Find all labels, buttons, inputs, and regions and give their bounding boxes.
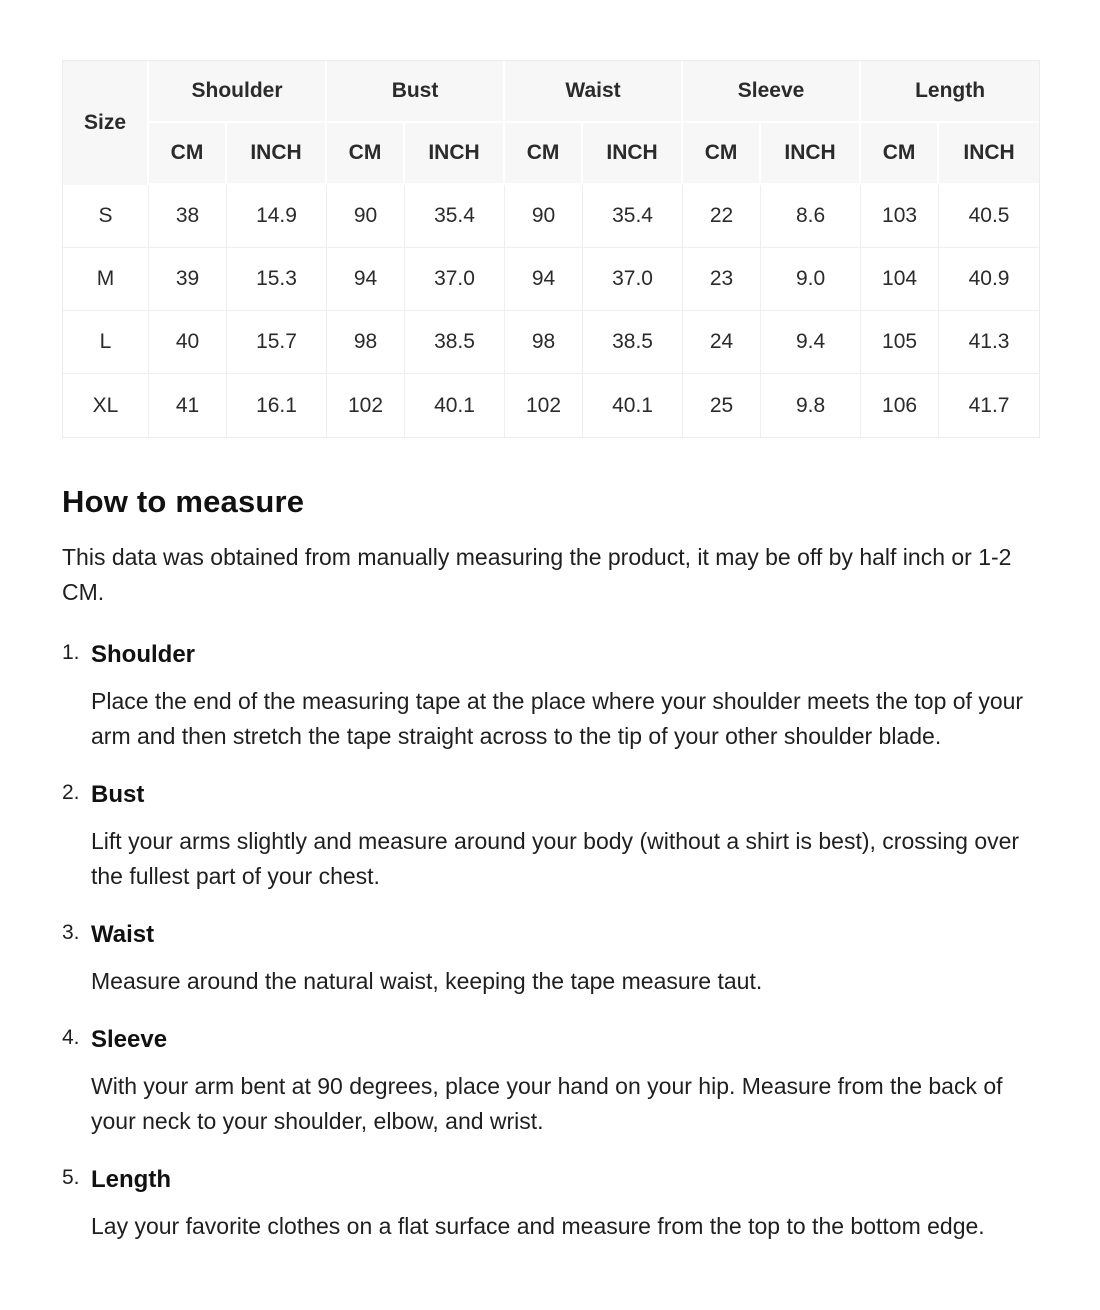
size-row-m bbox=[63, 248, 1039, 311]
size-cell: M bbox=[63, 248, 149, 311]
measurement-cell: 104 bbox=[861, 248, 939, 311]
unit-header-inch: INCH bbox=[761, 123, 861, 185]
measurement-cell: 24 bbox=[683, 311, 761, 374]
measurement-cell: 105 bbox=[861, 311, 939, 374]
step-number: 5. bbox=[62, 1166, 80, 1189]
measurement-cell: 90 bbox=[505, 185, 583, 248]
measure-step-bust bbox=[62, 780, 1038, 894]
measurement-cell: 35.4 bbox=[405, 185, 505, 248]
size-cell: L bbox=[63, 311, 149, 374]
measurement-cell: 41.7 bbox=[939, 374, 1039, 437]
group-header-bust: Bust bbox=[327, 61, 505, 123]
group-header-sleeve: Sleeve bbox=[683, 61, 861, 123]
size-row-s bbox=[63, 185, 1039, 248]
group-header-waist: Waist bbox=[505, 61, 683, 123]
group-header-length: Length bbox=[861, 61, 1039, 123]
measurement-cell: 41 bbox=[149, 374, 227, 437]
measurement-cell: 40.5 bbox=[939, 185, 1039, 248]
unit-header-cm: CM bbox=[861, 123, 939, 185]
step-title: Sleeve bbox=[91, 1026, 168, 1053]
size-row-l bbox=[63, 311, 1039, 374]
unit-header-inch: INCH bbox=[583, 123, 683, 185]
measurement-cell: 102 bbox=[327, 374, 405, 437]
measure-step-length bbox=[62, 1165, 1038, 1244]
step-title: Length bbox=[91, 1166, 171, 1193]
size-cell: S bbox=[63, 185, 149, 248]
measurement-cell: 37.0 bbox=[405, 248, 505, 311]
measure-step-sleeve bbox=[62, 1025, 1038, 1139]
measure-step-waist bbox=[62, 920, 1038, 999]
measurement-cell: 39 bbox=[149, 248, 227, 311]
unit-header-inch: INCH bbox=[939, 123, 1039, 185]
step-number: 1. bbox=[62, 641, 80, 664]
measurement-cell: 102 bbox=[505, 374, 583, 437]
measurement-cell: 94 bbox=[327, 248, 405, 311]
measurement-cell: 40 bbox=[149, 311, 227, 374]
measurement-cell: 9.0 bbox=[761, 248, 861, 311]
measurement-cell: 25 bbox=[683, 374, 761, 437]
measurement-cell: 22 bbox=[683, 185, 761, 248]
step-description: Lay your favorite clothes on a flat surface and measure from the top to the bottom edge. bbox=[91, 1213, 985, 1239]
step-description: With your arm bent at 90 degrees, place your hand on your hip. Measure from the back of your neck to your shoulder, elbow, and wrist. bbox=[91, 1073, 1003, 1134]
unit-header-cm: CM bbox=[149, 123, 227, 185]
measurement-cell: 16.1 bbox=[227, 374, 327, 437]
step-description: Place the end of the measuring tape at the place where your shoulder meets the top of your arm and then stretch the tape straight across to the tip of your other shoulder blade. bbox=[91, 688, 1024, 749]
unit-header-cm: CM bbox=[683, 123, 761, 185]
unit-header-cm: CM bbox=[505, 123, 583, 185]
step-description: Lift your arms slightly and measure around your body (without a shirt is best), crossing over the fullest part of your chest. bbox=[91, 828, 1020, 889]
measurement-cell: 41.3 bbox=[939, 311, 1039, 374]
size-column-header: Size bbox=[63, 61, 149, 185]
how-to-measure-heading: How to measure bbox=[62, 484, 305, 519]
size-chart-table bbox=[62, 60, 1040, 438]
measurement-cell: 103 bbox=[861, 185, 939, 248]
measurement-cell: 35.4 bbox=[583, 185, 683, 248]
measurement-cell: 90 bbox=[327, 185, 405, 248]
group-header-row bbox=[63, 61, 1039, 123]
size-chart-header bbox=[63, 61, 1039, 185]
measure-step-shoulder bbox=[62, 640, 1038, 754]
group-header-shoulder: Shoulder bbox=[149, 61, 327, 123]
measurement-cell: 38 bbox=[149, 185, 227, 248]
measurement-cell: 94 bbox=[505, 248, 583, 311]
step-title: Shoulder bbox=[91, 641, 196, 668]
measurement-cell: 9.4 bbox=[761, 311, 861, 374]
measurement-cell: 23 bbox=[683, 248, 761, 311]
size-chart-body bbox=[63, 185, 1039, 437]
step-title: Bust bbox=[91, 781, 145, 808]
measurement-cell: 38.5 bbox=[405, 311, 505, 374]
measurement-cell: 38.5 bbox=[583, 311, 683, 374]
measure-steps-list bbox=[62, 640, 1038, 1244]
measure-disclaimer-text: This data was obtained from manually measuring the product, it may be off by half inch or 1-2 CM. bbox=[62, 544, 1012, 605]
measurement-cell: 98 bbox=[505, 311, 583, 374]
size-cell: XL bbox=[63, 374, 149, 437]
step-title: Waist bbox=[91, 921, 155, 948]
measurement-cell: 37.0 bbox=[583, 248, 683, 311]
step-number: 3. bbox=[62, 921, 80, 944]
step-number: 4. bbox=[62, 1026, 80, 1049]
size-row-xl bbox=[63, 374, 1039, 437]
measurement-cell: 8.6 bbox=[761, 185, 861, 248]
measurement-cell: 40.1 bbox=[583, 374, 683, 437]
unit-header-row bbox=[63, 123, 1039, 185]
unit-header-inch: INCH bbox=[227, 123, 327, 185]
unit-header-inch: INCH bbox=[405, 123, 505, 185]
measurement-cell: 9.8 bbox=[761, 374, 861, 437]
measurement-cell: 15.7 bbox=[227, 311, 327, 374]
measurement-cell: 98 bbox=[327, 311, 405, 374]
measurement-cell: 40.1 bbox=[405, 374, 505, 437]
measurement-cell: 40.9 bbox=[939, 248, 1039, 311]
unit-header-cm: CM bbox=[327, 123, 405, 185]
measurement-cell: 106 bbox=[861, 374, 939, 437]
measurement-cell: 14.9 bbox=[227, 185, 327, 248]
measurement-cell: 15.3 bbox=[227, 248, 327, 311]
step-number: 2. bbox=[62, 781, 80, 804]
step-description: Measure around the natural waist, keeping the tape measure taut. bbox=[91, 968, 763, 994]
